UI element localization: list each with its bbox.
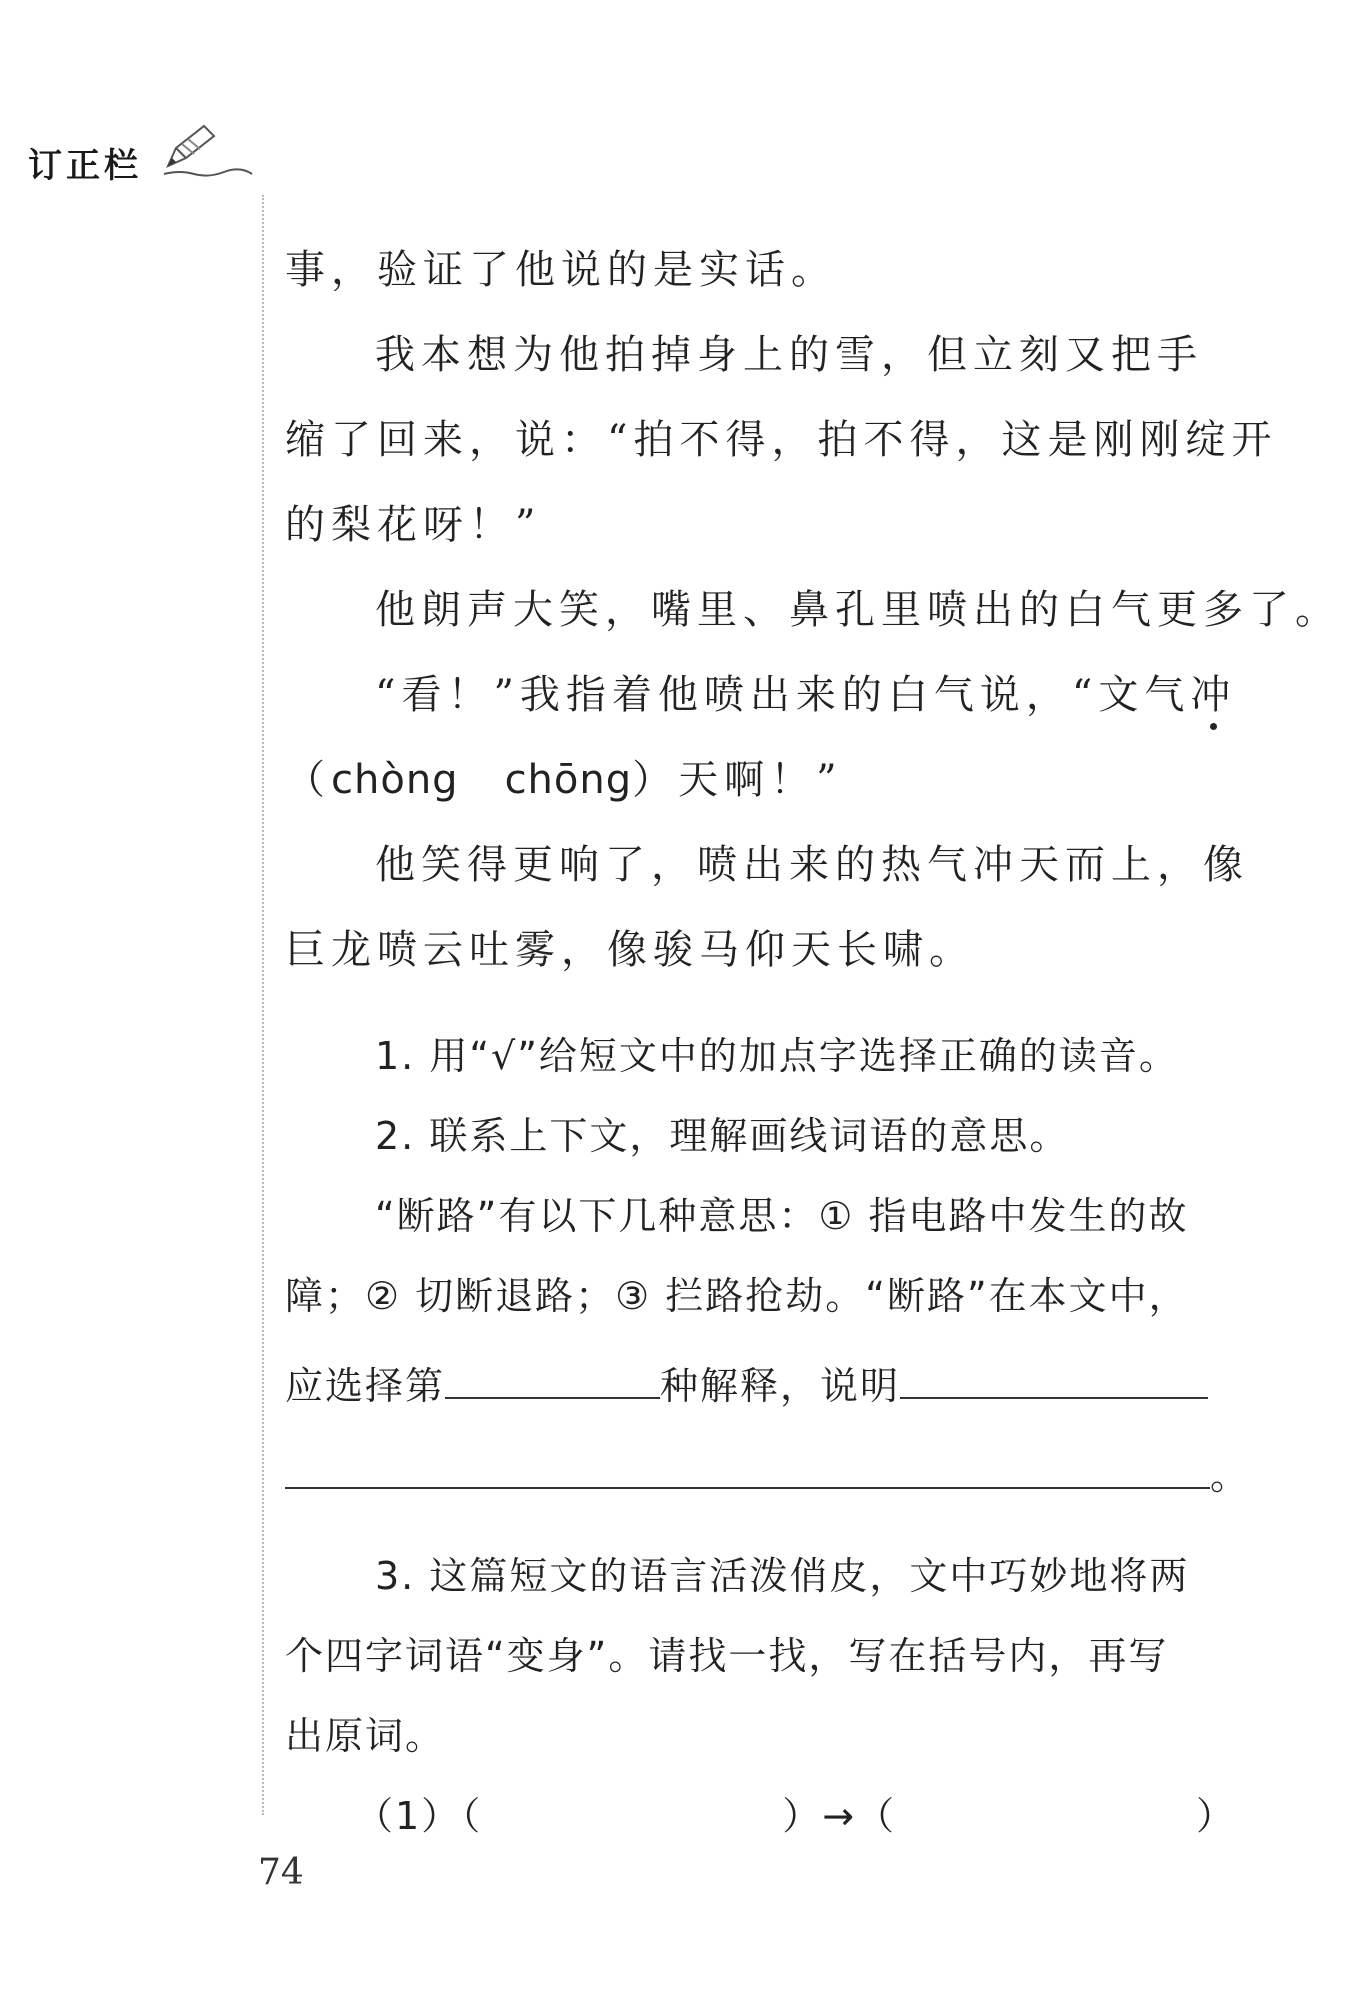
pencil-icon [160, 118, 255, 178]
passage-line-6 [375, 663, 1236, 720]
question-1: 1. 用“√”给短文中的加点字选择正确的读音。 [375, 1034, 1179, 1078]
passage-line-2: 我本想为他拍掉身上的雪，但立刻又把手 [375, 332, 1203, 378]
question-2-line-4 [285, 1445, 1250, 1500]
question-2-prompt-b: 种解释，说明 [660, 1364, 901, 1408]
question-2-line-2: 障；② 切断退路；③ 拦路抢劫。“断路”在本文中， [285, 1274, 1189, 1318]
question-2-line-3 [285, 1355, 1208, 1410]
correction-column-label: 订正栏 [28, 146, 142, 186]
passage-line-4: 的梨花呀！” [285, 502, 542, 548]
passage-line-5: 他朗声大笑，嘴里、鼻孔里喷出的白气更多了。 [375, 587, 1341, 633]
pinyin-paren-open: （ [285, 757, 331, 803]
item-1-paren-open: （ [461, 1794, 483, 1838]
pinyin-option-chong4[interactable]: chòng [331, 757, 459, 803]
passage-line-6-text: “看！”我指着他喷出来的白气说，“文气 [375, 672, 1191, 718]
question-2: 2. 联系上下文，理解画线词语的意思。 [375, 1114, 1070, 1158]
page-number: 74 [258, 1852, 304, 1893]
question-2-prompt-a: 应选择第 [285, 1364, 446, 1408]
passage-line-1: 事，验证了他说的是实话。 [285, 247, 837, 293]
pinyin-option-chong1[interactable]: chōng [504, 757, 633, 803]
question-2-end-mark: 。 [1210, 1454, 1251, 1498]
question-2-line-1: “断路”有以下几种意思：① 指电路中发生的故 [375, 1194, 1189, 1238]
passage-line-3: 缩了回来，说：“拍不得，拍不得，这是刚刚绽开 [285, 417, 1278, 463]
item-1-paren-close: ） [1196, 1794, 1237, 1838]
question-3-line-3: 出原词。 [285, 1714, 446, 1758]
margin-divider [262, 195, 264, 1815]
item-1-arrow: ）→（ [782, 1794, 897, 1838]
question-3-item-1 [355, 1785, 1236, 1840]
pinyin-paren-close: ）天啊！” [632, 757, 843, 803]
item-1-number: （1） [355, 1794, 462, 1838]
dotted-char-chong: 冲 [1190, 663, 1236, 720]
passage-line-8: 他笑得更响了，喷出来的热气冲天而上，像 [375, 842, 1249, 888]
question-3-line-1: 3. 这篇短文的语言活泼俏皮，文中巧妙地将两 [375, 1554, 1190, 1598]
passage-line-7 [285, 748, 843, 805]
passage-line-9: 巨龙喷云吐雾，像骏马仰天长啸。 [285, 927, 975, 973]
answer-blank-choice[interactable] [445, 1361, 660, 1399]
answer-blank-explain-2[interactable] [285, 1451, 1210, 1489]
answer-blank-explain-1[interactable] [900, 1361, 1208, 1399]
question-3-line-2: 个四字词语“变身”。请找一找，写在括号内，再写 [285, 1634, 1169, 1678]
